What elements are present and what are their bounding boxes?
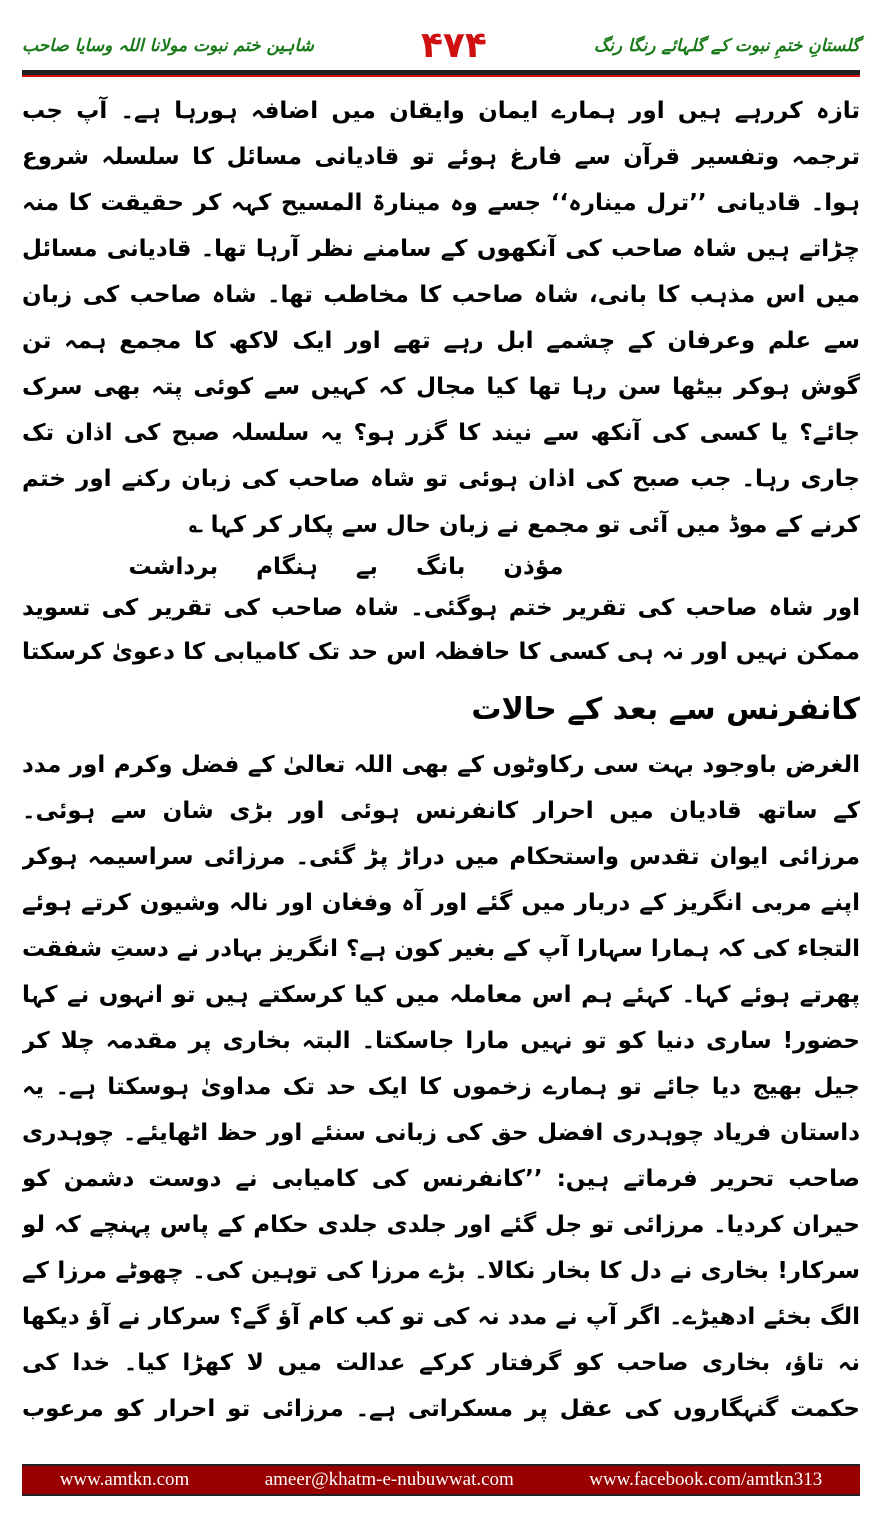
page-content — [22, 88, 860, 1432]
header-rule — [22, 70, 860, 77]
section-heading: کانفرنس سے بعد کے حالات — [471, 692, 860, 727]
page-footer — [22, 1464, 860, 1496]
paragraph-1: تازہ کررہے ہیں اور ہمارے ایمان وایقان میں اضافہ ہورہا ہے۔ آپ جب ترجمہ وتفسیر قرآن سے فارغ ہوئے تو قادیانی مسائل کا سلسلہ شروع ہوا۔ قادیانی ’’ترل مینارہ‘‘ جسے وہ مینارۃ المسیح کہہ کر حقیقت کا منہ چڑاتے ہیں شاہ صاحب کی آنکھوں کے سامنے نظر آرہا تھا۔ قادیانی مسائل میں اس مذہب کا بانی، شاہ صاحب کا مخاطب تھا۔ شاہ صاحب کی زبان سے علم وعرفان کے چشمے ابل رہے تھے اور ایک لاکھ کا مجمع ہمہ تن گوش ہوکر بیٹھا سن رہا تھا کیا مجال کہ کہیں سے کوئی پتہ بھی سرک جائے؟ یا کسی کی آنکھ سے نیند کا گزر ہو؟ یہ سلسلہ صبح کی اذان تک جاری رہا۔ جب صبح کی اذان ہوئی تو شاہ صاحب کی زبان رکنے اور ختم کرنے کے موڈ میں آئی تو مجمع نے زبان حال سے پکار کر کہا ؎ — [22, 98, 860, 538]
book-title: گلستانِ ختمِ نبوت کے گلہائے رنگا رنگ — [593, 35, 860, 56]
footer-email-link[interactable]: ameer@khatm-e-nubuwwat.com — [264, 1469, 514, 1490]
page-header — [22, 24, 860, 66]
footer-website-link[interactable]: www.amtkn.com — [59, 1469, 190, 1490]
verse-line: مؤذن بانگ بے ہنگام برداشت — [128, 554, 564, 580]
paragraph-3: الغرض باوجود بہت سی رکاوٹوں کے بھی اللہ تعالیٰ کے فضل وکرم اور مدد کے ساتھ قادیان میں احرار کانفرنس ہوئی اور بڑی شان سے ہوئی۔ مرزائی ایوان تقدس واستحکام میں دراڑ پڑ گئی۔ مرزائی سراسیمہ ہوکر اپنے مربی انگریز کے دربار میں گئے اور آہ وفغان اور نالہ وشیون کرتے ہوئے التجاء کی کہ ہمارا سہارا آپ کے بغیر کون ہے؟ انگریز بہادر نے دستِ شفقت پھرتے ہوئے کہا۔ کہئے ہم اس معاملہ میں کیا کرسکتے ہیں تو انہوں نے کہا حضور! ساری دنیا کو تو نہیں مارا جاسکتا۔ البتہ بخاری پر مقدمہ چلا کر جیل بھیج دیا جائے تو ہمارے زخموں کا ایک حد تک مداویٰ ہوسکتا ہے۔ یہ داستان فریاد چوہدری افضل حق کی زبانی سنئے اور حظ اٹھایئے۔ چوہدری صاحب تحریر فرماتے ہیں: ’’کانفرنس کی کامیابی نے دوست دشمن کو حیران کردیا۔ مرزائی تو جل گئے اور جلدی جلدی حکام کے پاس پہنچے کہ لو سرکار! بخاری نے دل کا بخار نکالا۔ بڑے مرزا کی توہین کی۔ چھوٹے مرزا کے الگ بخئے ادھیڑے۔ اگر آپ نے مدد نہ کی تو کب کام آؤ گے؟ سرکار نے آؤ دیکھا نہ تاؤ، بخاری صاحب کو گرفتار کرکے عدالت میں لا کھڑا کیا۔ خدا کی حکمت گنہگاروں کی عقل پر مسکراتی ہے۔ مرزائی تو احرار کو مرعوب — [22, 752, 860, 1422]
footer-facebook-link[interactable]: www.facebook.com/amtkn313 — [589, 1469, 823, 1490]
page-number: ۴۷۴ — [420, 24, 487, 66]
paragraph-2: اور شاہ صاحب کی تقریر ختم ہوگئی۔ شاہ صاحب کی تقریر کی تسوید ممکن نہیں اور نہ ہی کسی کا حافظہ اس حد تک کامیابی کا دعویٰ کرسکتا — [22, 595, 860, 665]
author-line: شاہین ختم نبوت مولانا اللہ وسایا صاحب — [22, 35, 314, 56]
